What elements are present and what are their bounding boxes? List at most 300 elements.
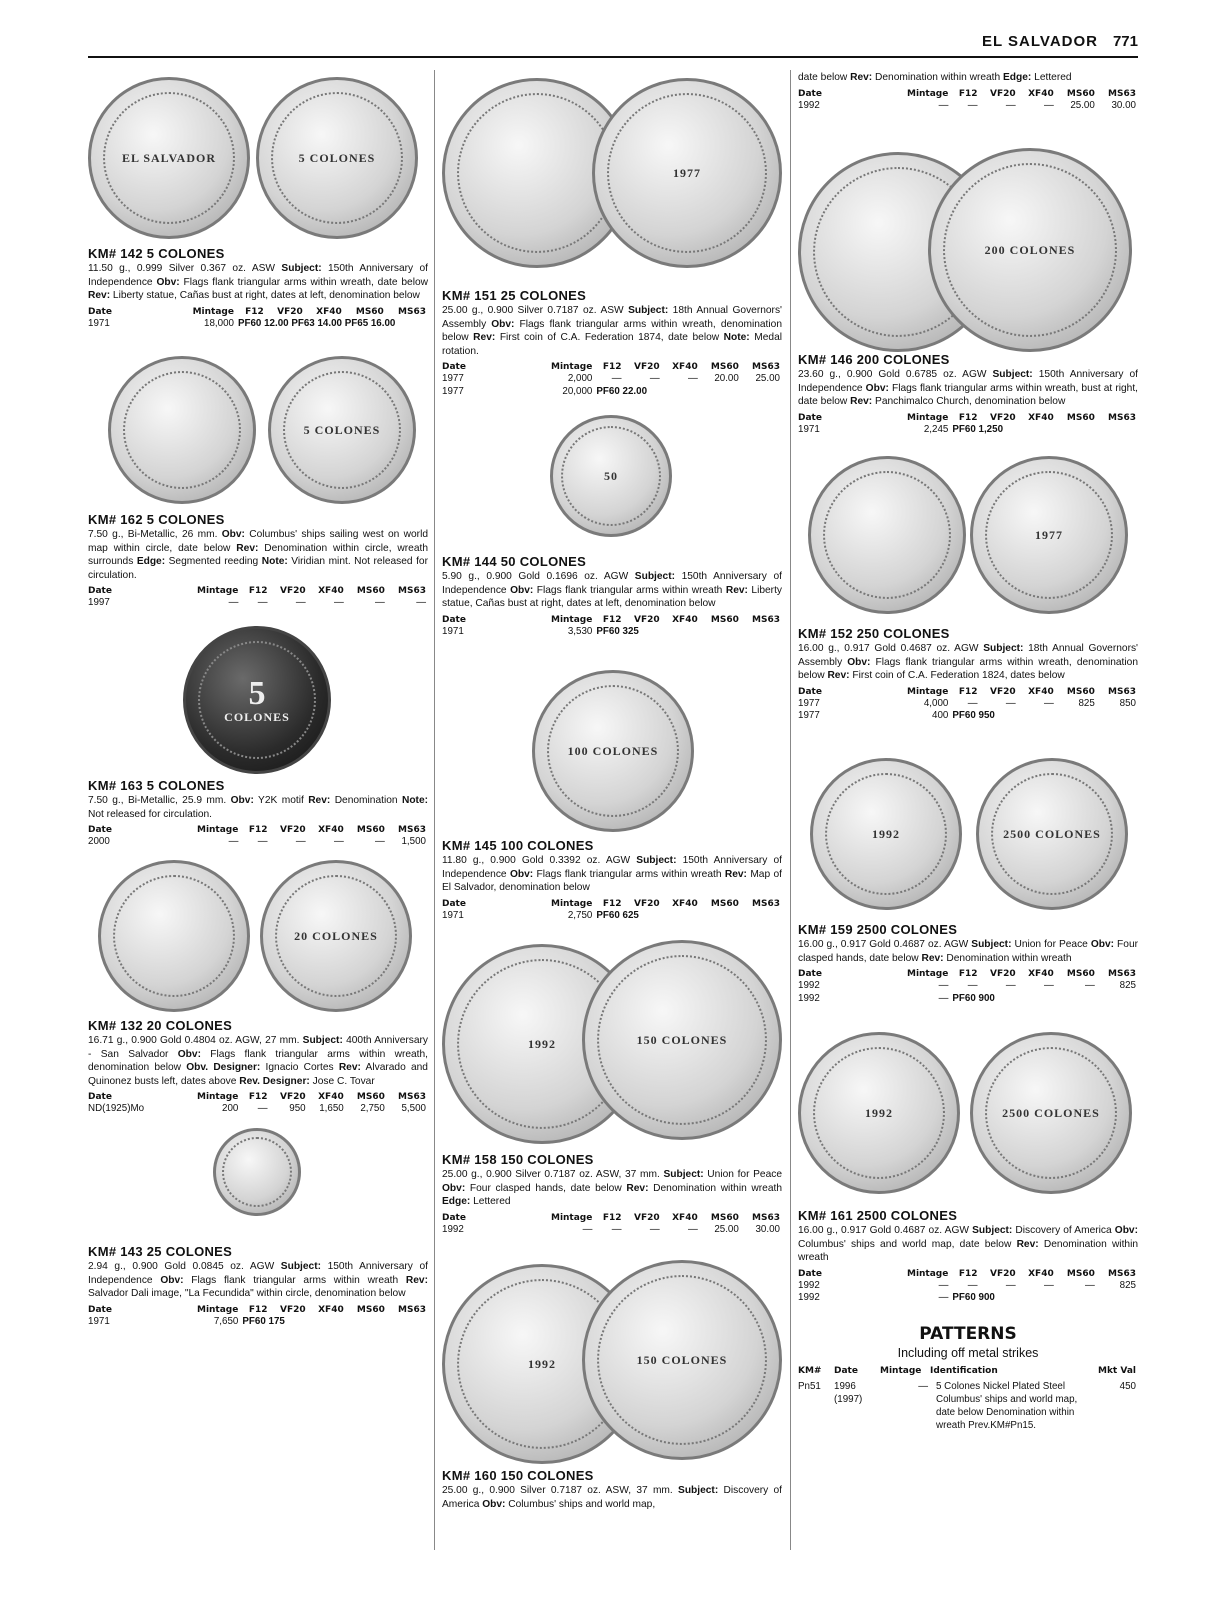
coin-images-km146 — [798, 148, 1138, 354]
table-cell: 1977 — [798, 697, 820, 709]
entry-title: KM# 151 25 COLONES — [442, 288, 587, 303]
table-cell: 1997 — [88, 597, 110, 608]
coin-reverse: 50 — [550, 415, 672, 537]
coin-obverse — [808, 456, 966, 614]
table-cell: — — [687, 1223, 698, 1235]
catalog-entry — [798, 1208, 1138, 1305]
table-cell: 30.00 — [755, 1223, 780, 1235]
column-header: VF20 — [277, 306, 303, 317]
entry-description: 2.94 g., 0.900 Gold 0.0845 oz. AGW Subject: 150th Anniversary of Independence Obv: Flags flank triangular arms within wreath Rev: Salvador Dali image, "La Fecundida" within circle, denomination below — [88, 1261, 428, 1299]
coin-reverse: 5 COLONES — [256, 77, 418, 239]
value-table — [88, 585, 428, 610]
coin-reverse: 200 COLONES — [928, 148, 1132, 352]
catalog-entry — [88, 778, 428, 849]
table-cell: — — [1043, 99, 1054, 111]
coin-obverse: 1992 — [442, 944, 642, 1144]
column-header: Date — [88, 1092, 112, 1102]
table-row — [88, 1103, 428, 1116]
coin-obverse: 1992 — [798, 1032, 960, 1194]
table-cell: 2000 — [88, 836, 110, 847]
table-cell: — — [333, 836, 344, 847]
table-cell: 3,530 — [567, 625, 593, 637]
column-header: Mintage — [906, 969, 949, 979]
table-cell: — — [938, 99, 949, 111]
catalog-entry — [442, 554, 782, 638]
catalog-entry — [88, 512, 428, 610]
coin-obverse — [108, 356, 256, 504]
column-header: XF40 — [672, 362, 698, 372]
column-header: F12 — [248, 825, 268, 835]
column-header: Date — [88, 306, 112, 317]
entry-title: KM# 144 50 COLONES — [442, 554, 587, 569]
table-cell: 1971 — [798, 423, 820, 435]
value-table — [88, 306, 428, 331]
running-title: EL SALVADOR — [981, 33, 1098, 50]
table-cell: 200 — [222, 1103, 239, 1114]
column-header: XF40 — [672, 898, 698, 909]
coin-reverse: 150 COLONES — [582, 940, 782, 1140]
table-row — [798, 993, 1138, 1006]
table-cell: 1992 — [798, 980, 820, 991]
entry-description: 11.50 g., 0.999 Silver 0.367 oz. ASW Subject: 150th Anniversary of Independence Obv: Flags flank triangular arms within wreath, date below Rev: Liberty statue, Cañas bust at right, dates at left, denomination below — [88, 263, 428, 301]
catalog-entry — [442, 288, 782, 398]
column-header: VF20 — [634, 898, 660, 909]
column-header: Date — [798, 1268, 822, 1279]
table-cell: 20,000 — [562, 385, 593, 397]
catalog-entry — [442, 1468, 782, 1511]
coin-images-km152 — [798, 456, 1138, 626]
table-cell: — — [295, 597, 306, 608]
column-header: MS60 — [1066, 686, 1095, 697]
catalog-entry — [798, 626, 1138, 723]
table-cell: 4,000 — [923, 697, 949, 709]
column-header: MS60 — [710, 362, 739, 372]
coin-reverse: 5 COLONES — [268, 356, 416, 504]
column-header: Date — [442, 898, 466, 909]
value-table — [442, 614, 782, 639]
column-header: XF40 — [672, 614, 698, 625]
patterns-col-header: KM# — [798, 1366, 822, 1376]
table-row — [798, 1280, 1138, 1293]
column-header: MS60 — [1066, 412, 1095, 423]
column-header: F12 — [602, 898, 622, 909]
table-row — [798, 100, 1138, 113]
catalog-entry — [442, 838, 782, 922]
column-header: MS60 — [1066, 88, 1095, 99]
page-header — [88, 30, 1138, 58]
table-cell: PF60 12.00 PF63 14.00 PF65 16.00 — [237, 317, 396, 329]
entry-title: KM# 163 5 COLONES — [88, 778, 225, 793]
coin-images-km163 — [88, 626, 428, 778]
column-header: F12 — [248, 586, 268, 596]
column-header: MS63 — [398, 1304, 426, 1315]
table-cell: — — [1005, 99, 1016, 111]
column-header: VF20 — [990, 412, 1016, 423]
table-row — [442, 626, 782, 639]
entry-description: 16.00 g., 0.917 Gold 0.4687 oz. AGW Subject: Union for Peace Obv: Four clasped hands, date below Rev: Denomination within wreath — [798, 939, 1138, 964]
column-header: MS63 — [752, 614, 780, 625]
column-header: Date — [88, 1304, 112, 1315]
coin-images-km159 — [798, 758, 1138, 918]
table-cell: 1992 — [442, 1223, 464, 1235]
catalog-entry — [442, 1152, 782, 1236]
coin-images-km143 — [88, 1128, 428, 1238]
column-header: Mintage — [192, 306, 234, 317]
coin-reverse: 5 COLONES — [183, 626, 331, 774]
table-cell: 1992 — [798, 1292, 820, 1303]
column-header: F12 — [958, 88, 978, 99]
catalog-entry — [88, 246, 428, 330]
entry-title: KM# 158 150 COLONES — [442, 1152, 594, 1167]
table-cell: — — [375, 836, 385, 847]
catalog-entry — [798, 922, 1138, 1005]
table-row — [798, 980, 1138, 993]
column-header: F12 — [602, 362, 622, 372]
column-header: F12 — [958, 412, 978, 423]
value-table — [442, 898, 782, 923]
table-cell: 825 — [1119, 980, 1136, 991]
patterns-table — [798, 1366, 1138, 1432]
entry-description: 23.60 g., 0.900 Gold 0.6785 oz. AGW Subject: 150th Anniversary of Independence Obv: Flags flank triangular arms within wreath, bust at right, date below Rev: Panchimalco Church, denomination below — [798, 369, 1138, 407]
table-cell: — — [333, 597, 344, 608]
column-header: Mintage — [196, 1092, 239, 1102]
column-header: MS60 — [356, 1304, 385, 1315]
coin-images-km145 — [442, 670, 782, 832]
entry-title: KM# 160 150 COLONES — [442, 1468, 594, 1483]
pattern-date: 1996 (1997) — [834, 1381, 863, 1405]
column-header: Mintage — [550, 1212, 593, 1223]
table-cell: — — [1043, 1279, 1054, 1291]
table-cell: 20.00 — [714, 373, 739, 384]
table-row — [798, 1292, 1138, 1305]
table-cell: — — [228, 836, 239, 847]
column-divider — [790, 70, 791, 1550]
column-header: Mintage — [196, 825, 239, 835]
table-cell: 1971 — [88, 317, 110, 329]
entry-description: 16.00 g., 0.917 Gold 0.4687 oz. AGW Subject: 18th Annual Governors' Assembly Obv: Flags flank triangular arms within wreath, denomination below Rev: First coin of C.A. Federation 1824, dates below — [798, 643, 1138, 681]
column-header: Mintage — [196, 586, 239, 596]
entry-title: KM# 143 25 COLONES — [88, 1244, 233, 1259]
table-row — [88, 318, 428, 331]
entry-description: 16.00 g., 0.917 Gold 0.4687 oz. AGW Subject: Discovery of America Obv: Columbus' ships and world map, date below Rev: Denomination within wreath — [798, 1225, 1138, 1263]
table-cell: 1992 — [798, 1279, 820, 1291]
table-row — [88, 836, 428, 849]
entry-title: KM# 132 20 COLONES — [88, 1018, 233, 1033]
table-cell: ND(1925)Mo — [88, 1103, 145, 1114]
table-cell: PF60 325 — [596, 625, 639, 637]
column-header: VF20 — [280, 586, 306, 596]
coin-reverse: 1977 — [592, 78, 782, 268]
table-cell: — — [967, 980, 978, 991]
table-cell: PF60 625 — [596, 909, 639, 921]
value-table — [442, 361, 782, 398]
patterns-col-header: Date — [834, 1366, 858, 1376]
column-header: MS63 — [752, 362, 780, 372]
entry-title: KM# 161 2500 COLONES — [798, 1208, 958, 1223]
coin-reverse: 2500 COLONES — [970, 1032, 1132, 1194]
entry-title: KM# 152 250 COLONES — [798, 626, 950, 641]
column-header: MS63 — [1108, 88, 1136, 99]
table-cell: — — [1043, 697, 1054, 709]
column-header: MS63 — [398, 825, 426, 835]
column-header: VF20 — [990, 969, 1016, 979]
column-header: MS63 — [1108, 969, 1136, 979]
page-number: 771 — [1112, 33, 1138, 50]
table-cell: — — [257, 836, 268, 847]
patterns-title: PATTERNS — [919, 1324, 1017, 1344]
table-cell: — — [582, 1223, 593, 1235]
column-header: F12 — [602, 1212, 622, 1223]
table-cell: PF60 900 — [952, 992, 995, 1004]
coin-obverse — [98, 860, 250, 1012]
column-header: VF20 — [990, 1268, 1016, 1279]
column-header: MS63 — [752, 898, 780, 909]
value-table — [88, 1304, 428, 1329]
table-cell: PF60 900 — [952, 1292, 995, 1303]
table-cell: — — [938, 980, 949, 991]
table-cell: — — [967, 99, 978, 111]
column-header: MS60 — [1066, 969, 1095, 979]
table-cell: — — [611, 1223, 622, 1235]
column-header: Mintage — [550, 614, 593, 625]
table-cell: 5,500 — [401, 1103, 426, 1114]
column-header: Mintage — [196, 1304, 239, 1315]
value-table — [798, 412, 1138, 437]
coin-reverse: 2500 COLONES — [976, 758, 1128, 910]
column-header: Date — [798, 88, 822, 99]
patterns-subtitle: Including off metal strikes — [897, 1346, 1039, 1360]
table-row — [88, 597, 428, 610]
catalog-entry-continued — [798, 70, 1138, 112]
column-header: XF40 — [316, 306, 342, 317]
pattern-km: Pn51 — [798, 1381, 821, 1392]
table-cell: 400 — [932, 710, 949, 721]
coin-images-km142 — [88, 72, 428, 242]
table-cell: — — [257, 1103, 268, 1114]
table-cell: PF60 22.00 — [596, 385, 648, 397]
column-header: VF20 — [634, 614, 660, 625]
table-cell: PF60 950 — [952, 710, 995, 721]
table-cell: 1971 — [88, 1315, 110, 1327]
column-header: XF40 — [318, 586, 344, 596]
column-header: XF40 — [672, 1212, 698, 1223]
column-header: MS60 — [710, 614, 739, 625]
table-row — [798, 710, 1138, 723]
coin-images-km144 — [442, 415, 782, 555]
table-row — [798, 1380, 1138, 1432]
column-header: MS60 — [356, 1092, 385, 1102]
column-header: MS60 — [710, 1212, 739, 1223]
table-cell: — — [416, 597, 426, 608]
patterns-col-header: Identification — [930, 1366, 998, 1376]
table-cell: — — [1043, 980, 1054, 991]
value-table — [88, 1091, 428, 1116]
column-header: Date — [442, 362, 466, 372]
column-header: VF20 — [280, 1304, 306, 1315]
column-header: F12 — [958, 686, 978, 697]
table-cell: 18,000 — [204, 317, 234, 329]
table-cell: 2,000 — [567, 373, 593, 384]
column-header: MS63 — [398, 306, 426, 317]
table-cell: 25.00 — [714, 1223, 739, 1235]
column-header: MS60 — [356, 825, 385, 835]
column-header: Mintage — [550, 362, 593, 372]
table-cell: PF60 1,250 — [952, 423, 1004, 435]
column-header: VF20 — [990, 686, 1016, 697]
entry-description: 7.50 g., Bi-Metallic, 26 mm. Obv: Columbus' ships sailing west on world map within circle, date below Rev: Denomination within circle, wreath surrounds Edge: Segmented reeding Note: Viridian mint. Not released for circulation. — [88, 529, 428, 581]
value-table — [798, 1268, 1138, 1305]
catalog-entry — [798, 352, 1138, 436]
column-header: Date — [798, 969, 822, 979]
table-cell: — — [649, 373, 660, 384]
table-cell: 7,650 — [213, 1315, 239, 1327]
pattern-mintage: — — [918, 1381, 928, 1392]
table-cell: — — [938, 992, 949, 1004]
value-table — [442, 1212, 782, 1237]
entry-description: 11.80 g., 0.900 Gold 0.3392 oz. AGW Subject: 150th Anniversary of Independence Obv: Flags flank triangular arms within wreath Rev: Map of El Salvador, denomination below — [442, 855, 782, 893]
column-header: XF40 — [318, 1304, 344, 1315]
column-divider — [434, 70, 435, 1550]
column-header: MS60 — [710, 898, 739, 909]
coin-images-km162 — [88, 356, 428, 516]
table-cell: 1977 — [442, 373, 464, 384]
column-header: Mintage — [906, 88, 949, 99]
table-cell: 2,245 — [923, 423, 949, 435]
table-cell: 1977 — [798, 710, 820, 721]
table-cell: 850 — [1119, 697, 1136, 709]
value-table — [798, 686, 1138, 723]
entry-description: 25.00 g., 0.900 Silver 0.7187 oz. ASW, 37 mm. Subject: Discovery of America Obv: Columbus' ships and world map, — [442, 1485, 782, 1510]
coin-obverse: 1992 — [442, 1264, 642, 1464]
column-header: Mintage — [550, 898, 593, 909]
table-cell: 1971 — [442, 625, 464, 637]
column-header: MS63 — [1108, 412, 1136, 423]
column-header: F12 — [245, 306, 264, 317]
table-cell: 1,650 — [319, 1103, 344, 1114]
coin-reverse — [213, 1128, 301, 1216]
entry-description: 16.71 g., 0.900 Gold 0.4804 oz. AGW, 27 mm. Subject: 400th Anniversary - San Salvador Obv: Flags flank triangular arms within wreath, denomination below Obv. Designer: Ignacio Cortes Rev: Alvarado and Quinonez busts left, dates above Rev. Designer: Jose C. Tovar — [88, 1035, 428, 1087]
coin-images-km160 — [442, 1260, 782, 1470]
pattern-value: 450 — [1119, 1381, 1136, 1392]
column-header: MS60 — [356, 586, 385, 596]
table-cell: 2,750 — [360, 1103, 385, 1114]
value-table — [88, 824, 428, 849]
table-row — [442, 386, 782, 399]
table-cell: — — [938, 1292, 949, 1303]
column-header: VF20 — [990, 88, 1016, 99]
column-header: XF40 — [1028, 88, 1054, 99]
entry-description: 25.00 g., 0.900 Silver 0.7187 oz. ASW, 37 mm. Subject: Union for Peace Obv: Four clasped hands, date below Rev: Denomination within wreath Edge: Lettered — [442, 1169, 783, 1207]
table-cell: — — [1005, 697, 1016, 709]
column-header: Date — [88, 825, 112, 835]
coin-obverse: 1992 — [810, 758, 962, 910]
table-cell: — — [1085, 980, 1095, 991]
table-cell: — — [611, 373, 622, 384]
value-table — [798, 968, 1138, 1005]
patterns-col-header: Mintage — [880, 1366, 922, 1376]
column-header: F12 — [958, 969, 978, 979]
column-header: XF40 — [318, 1092, 344, 1102]
coin-images-km151 — [442, 78, 782, 278]
column-header: VF20 — [634, 1212, 660, 1223]
column-header: XF40 — [1028, 1268, 1054, 1279]
column-header: MS63 — [752, 1212, 780, 1223]
table-cell: — — [967, 697, 978, 709]
column-header: XF40 — [1028, 969, 1054, 979]
table-row — [442, 910, 782, 923]
table-cell: 2,750 — [567, 909, 593, 921]
coin-obverse: EL SALVADOR — [88, 77, 250, 239]
table-cell: 825 — [1078, 697, 1095, 709]
table-cell: 1,500 — [401, 836, 426, 847]
column-header: VF20 — [280, 825, 306, 835]
column-header: Date — [442, 614, 466, 625]
table-cell: 30.00 — [1111, 99, 1136, 111]
entry-description: 7.50 g., Bi-Metallic, 25.9 mm. Obv: Y2K motif Rev: Denomination Note: Not released for circulation. — [88, 795, 428, 820]
table-row — [798, 698, 1138, 711]
table-cell: — — [938, 1279, 949, 1291]
column-header: Mintage — [906, 412, 949, 423]
table-cell: — — [1085, 1279, 1095, 1291]
column-header: MS63 — [398, 586, 426, 596]
table-cell: — — [257, 597, 268, 608]
value-table — [798, 88, 1138, 113]
column-header: Mintage — [906, 686, 949, 697]
coin-images-km132 — [88, 860, 428, 1020]
column-header: XF40 — [1028, 412, 1054, 423]
table-cell: — — [1005, 1279, 1016, 1291]
column-header: F12 — [602, 614, 622, 625]
entry-title: KM# 142 5 COLONES — [88, 246, 225, 261]
table-row — [798, 424, 1138, 437]
column-header: F12 — [248, 1092, 268, 1102]
column-header: XF40 — [318, 825, 344, 835]
column-header: MS60 — [1066, 1268, 1095, 1279]
coin-reverse: 150 COLONES — [582, 1260, 782, 1460]
table-cell: 825 — [1119, 1279, 1136, 1291]
entry-title: KM# 146 200 COLONES — [798, 352, 950, 367]
entry-description: 5.90 g., 0.900 Gold 0.1696 oz. AGW Subject: 150th Anniversary of Independence Obv: Flags flank triangular arms within wreath Rev: Liberty statue, Cañas bust at right, dates at left, denomination below — [442, 571, 782, 609]
table-cell: — — [967, 1279, 978, 1291]
table-cell: — — [375, 597, 385, 608]
column-header: MS63 — [398, 1092, 426, 1102]
table-row — [442, 1224, 782, 1237]
table-row — [442, 373, 782, 386]
table-cell: — — [228, 597, 239, 608]
coin-images-km158 — [442, 940, 782, 1150]
table-cell: 950 — [289, 1103, 306, 1114]
column-header: MS60 — [355, 306, 384, 317]
patterns-col-header: Mkt Val — [1097, 1366, 1136, 1376]
table-cell: — — [687, 373, 698, 384]
coin-reverse: 20 COLONES — [260, 860, 412, 1012]
patterns-section — [798, 1324, 1138, 1432]
column-header: VF20 — [634, 362, 660, 372]
entry-title: KM# 162 5 COLONES — [88, 512, 225, 527]
table-cell: 25.00 — [755, 373, 780, 384]
table-cell: 1971 — [442, 909, 464, 921]
table-cell: 1977 — [442, 385, 464, 397]
pattern-identification: 5 Colones Nickel Plated Steel Columbus' ships and world map, date below Denomination within wreath Prev.KM#Pn15. — [936, 1381, 1078, 1431]
coin-images-km161 — [798, 1032, 1138, 1202]
table-cell: PF60 175 — [242, 1315, 285, 1327]
column-header: Date — [798, 412, 822, 423]
table-cell: 1992 — [798, 99, 820, 111]
column-header: Date — [442, 1212, 466, 1223]
column-header: F12 — [248, 1304, 268, 1315]
coin-reverse: 1977 — [970, 456, 1128, 614]
table-cell: 25.00 — [1070, 99, 1095, 111]
